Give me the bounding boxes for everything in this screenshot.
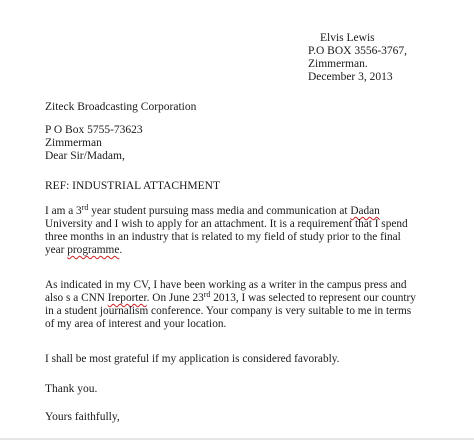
sender-name: Elvis Lewis: [320, 32, 375, 44]
paragraph-3-line-1: I shall be most grateful if my application is considered favorably.: [45, 353, 340, 365]
paragraph-3: [45, 353, 435, 366]
sender-city: Zimmerman.: [308, 58, 368, 70]
paragraph-1: [45, 205, 435, 257]
paragraph-2-line-2: also s a CNN Ireporter. On June 23rd 2013, I was selected to represent our country: [45, 290, 416, 304]
spellcheck-word: Dadan: [350, 205, 380, 217]
reference-line-block: [45, 180, 435, 193]
recipient-address: [45, 124, 435, 163]
paragraph-1-line-1: I am a 3rd year student pursuing mass media and communication at Dadan: [45, 203, 380, 217]
paragraph-2: [45, 279, 435, 331]
closing: Yours faithfully,: [45, 411, 120, 423]
spellcheck-word: programme: [67, 244, 120, 256]
reference-line: REF: INDUSTRIAL ATTACHMENT: [45, 180, 220, 192]
paragraph-2-line-4: of my area of interest and your location.: [45, 318, 227, 330]
salutation: Dear Sir/Madam,: [45, 150, 125, 162]
paragraph-1-line-4: year programme.: [45, 244, 123, 256]
recipient-city: Zimmerman: [45, 137, 102, 149]
spellcheck-word: Ireporter: [107, 292, 147, 304]
thank-you: Thank you.: [45, 383, 98, 395]
paragraph-2-line-1: As indicated in my CV, I have been working as a writer in the campus press and: [45, 279, 407, 291]
sender-box: P.O BOX 3556-3767,: [308, 45, 408, 57]
recipient-company: Ziteck Broadcasting Corporation: [45, 101, 197, 113]
paragraph-1-line-2: University and I wish to apply for an attachment. It is a requirement that I spend: [45, 218, 408, 230]
recipient-company-block: [45, 101, 435, 114]
thanks-block: [45, 383, 435, 396]
paragraph-1-line-3: three months in an industry that is related to my field of study prior to the final: [45, 231, 401, 243]
closing-block: [45, 411, 435, 424]
recipient-box: P O Box 5755-73623: [45, 124, 143, 136]
letter-date: December 3, 2013: [308, 71, 393, 83]
sender-address: [308, 32, 468, 84]
paragraph-2-line-3: in a student journalism conference. Your company is very suitable to me in terms: [45, 305, 412, 317]
